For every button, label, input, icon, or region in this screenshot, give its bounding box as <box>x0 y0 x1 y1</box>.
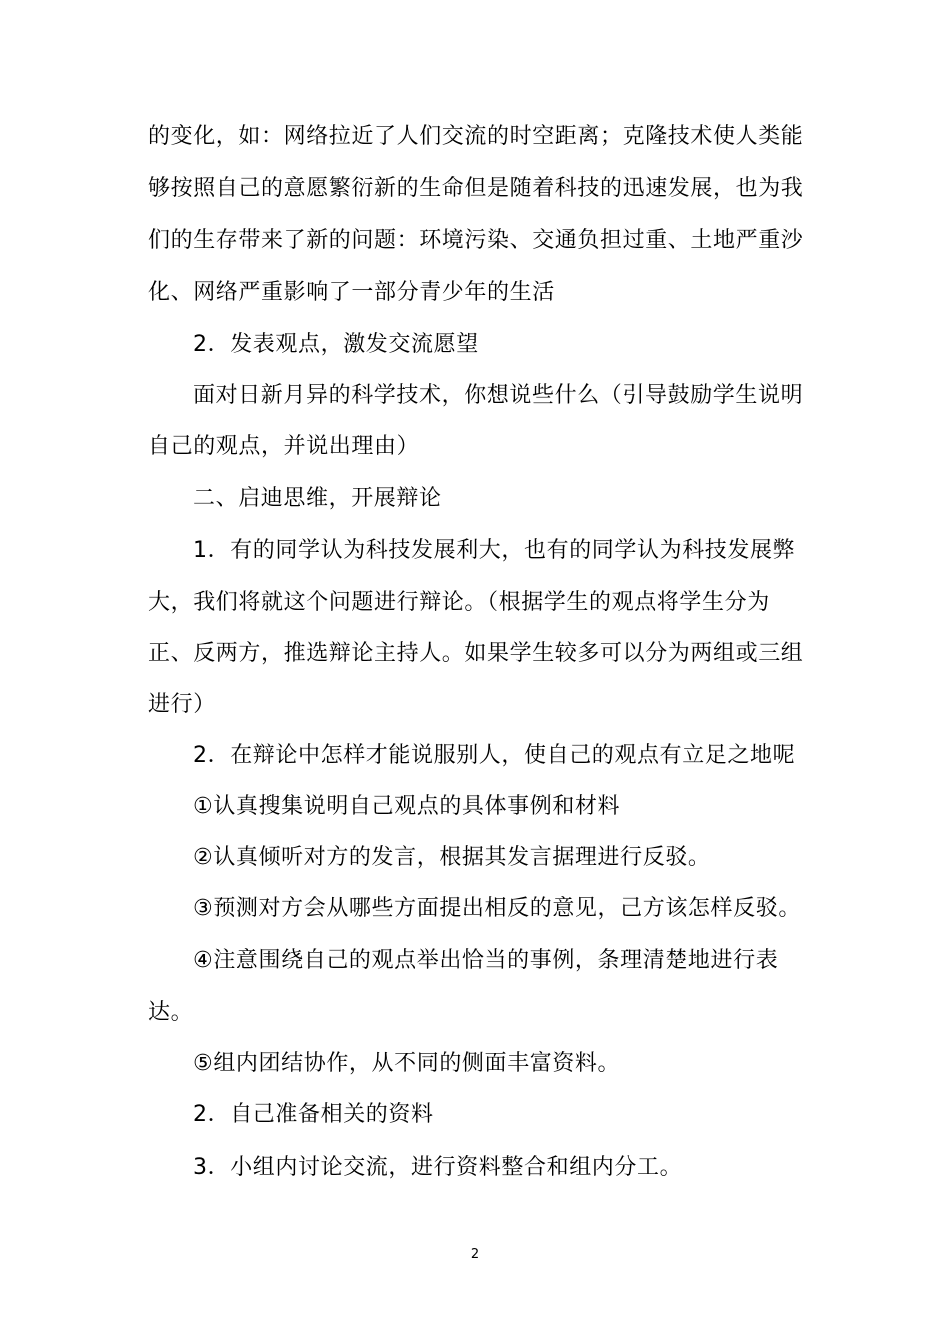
list-item: ④注意围绕自己的观点举出恰当的事例，条理清楚地进行表 <box>193 948 779 973</box>
list-item: ③预测对方会从哪些方面提出相反的意见，己方该怎样反驳。 <box>193 896 801 921</box>
body-text-line: 自己的观点，并说出理由） <box>148 434 420 459</box>
section-heading: 3．小组内讨论交流，进行资料整合和组内分工。 <box>193 1155 683 1180</box>
body-text-line: 的变化，如：网络拉近了人们交流的时空距离；克隆技术使人类能 <box>148 124 804 149</box>
page-number: 2 <box>470 1247 480 1262</box>
list-item: ①认真搜集说明自己观点的具体事例和材料 <box>193 794 621 819</box>
list-item: ②认真倾听对方的发言，根据其发言据理进行反驳。 <box>193 845 711 870</box>
section-heading: 2．发表观点，激发交流愿望 <box>193 332 479 357</box>
body-text-line: 化、网络严重影响了一部分青少年的生活 <box>148 280 555 305</box>
list-item-continuation: 达。 <box>148 1000 194 1025</box>
body-text-line: 进行） <box>148 692 216 717</box>
section-heading: 2．在辩论中怎样才能说服别人，使自己的观点有立足之地呢 <box>193 743 796 768</box>
body-text-line: 面对日新月异的科学技术，你想说些什么（引导鼓励学生说明 <box>193 383 804 408</box>
body-text-line: 大，我们将就这个问题进行辩论。（根据学生的观点将学生分为 <box>148 590 770 615</box>
list-item: ⑤组内团结协作，从不同的侧面丰富资料。 <box>193 1051 621 1076</box>
body-text-line: 正、反两方，推选辩论主持人。如果学生较多可以分为两组或三组 <box>148 641 804 666</box>
body-text-line: 们的生存带来了新的问题：环境污染、交通负担过重、土地严重沙 <box>148 228 804 253</box>
section-heading: 二、启迪思维，开展辩论 <box>193 486 442 511</box>
section-heading: 2．自己准备相关的资料 <box>193 1102 434 1127</box>
body-text-line: 够按照自己的意愿繁衍新的生命但是随着科技的迅速发展，也为我 <box>148 176 804 201</box>
body-text-line: 1．有的同学认为科技发展利大，也有的同学认为科技发展弊 <box>193 538 796 563</box>
